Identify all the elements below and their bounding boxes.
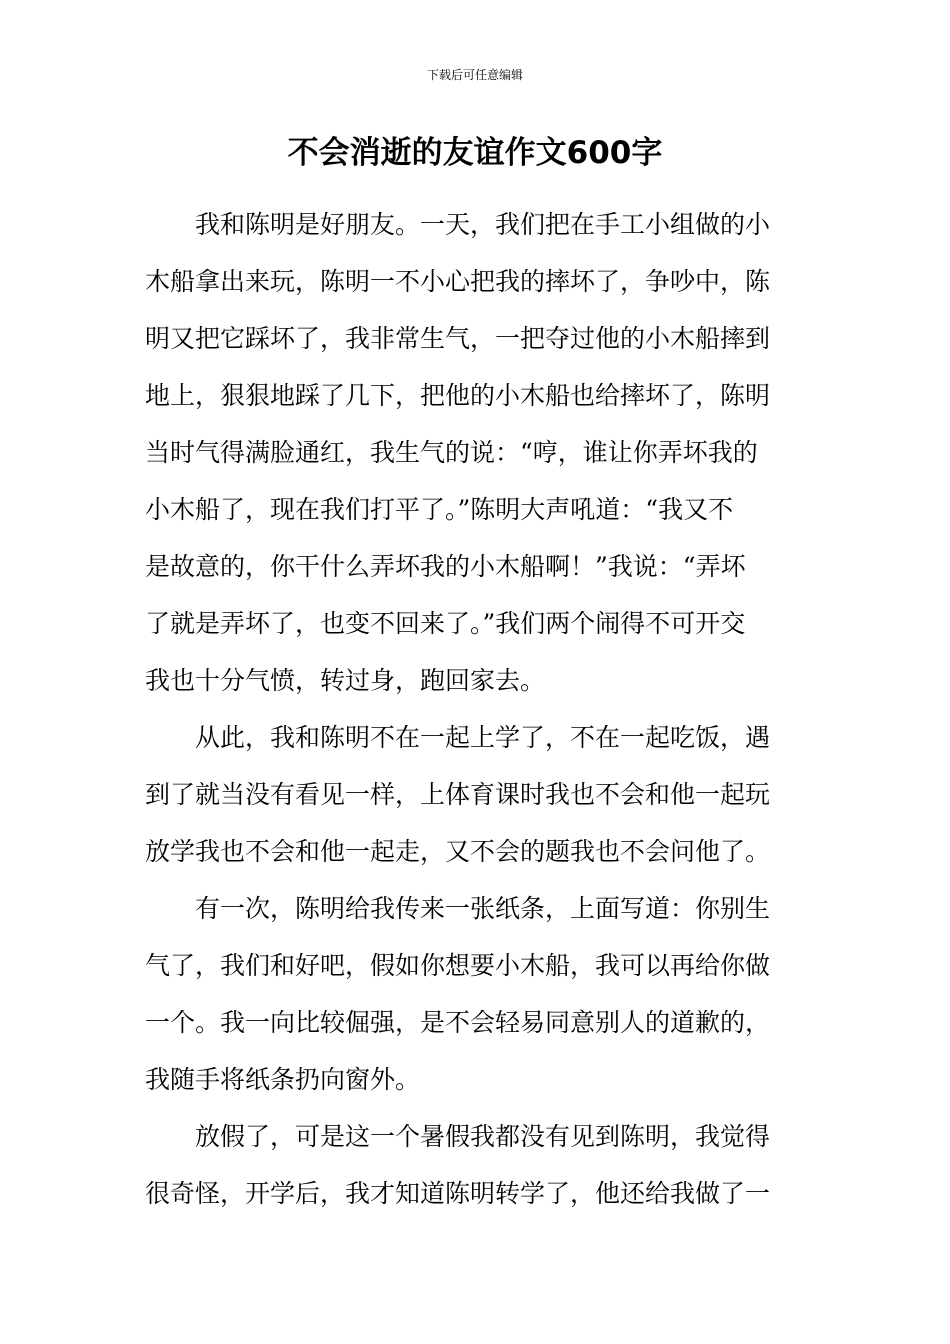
- text-line: 明又把它踩坏了，我非常生气，一把夺过他的小木船摔到: [145, 324, 771, 353]
- text-line: 地上，狠狠地踩了几下，把他的小木船也给摔坏了，陈明: [145, 381, 771, 410]
- paragraph-2: [145, 709, 807, 880]
- text-line: 很奇怪，开学后，我才知道陈明转学了，他还给我做了一: [145, 1179, 771, 1208]
- text-line: 我和陈明是好朋友。一天，我们把在手工小组做的小: [195, 210, 771, 239]
- text-line: 是故意的，你干什么弄坏我的小木船啊！”我说：“弄坏: [145, 552, 746, 581]
- text-line: 有一次，陈明给我传来一张纸条，上面写道：你别生: [195, 894, 771, 923]
- text-line: 我随手将纸条扔向窗外。: [145, 1065, 421, 1094]
- paragraph-1: [145, 196, 807, 709]
- text-line: 放学我也不会和他一起走，又不会的题我也不会问他了。: [145, 837, 771, 866]
- header-note: 下载后可任意编辑: [426, 68, 523, 82]
- text-line: 一个。我一向比较倔强，是不会轻易同意别人的道歉的，: [145, 1008, 771, 1037]
- text-line: 了就是弄坏了，也变不回来了。”我们两个闹得不可开交: [145, 609, 746, 638]
- text-line: 放假了，可是这一个暑假我都没有见到陈明，我觉得: [195, 1122, 771, 1151]
- text-line: 我也十分气愤，转过身，跑回家去。: [145, 666, 546, 695]
- text-line: 到了就当没有看见一样，上体育课时我也不会和他一起玩: [145, 780, 771, 809]
- text-line: 当时气得满脸通红，我生气的说：“哼，谁让你弄坏我的: [145, 438, 758, 467]
- text-line: 木船拿出来玩，陈明一不小心把我的摔坏了，争吵中，陈: [145, 267, 771, 296]
- text-line: 小木船了，现在我们打平了。”陈明大声吼道：“我又不: [145, 495, 734, 524]
- document-title: 不会消逝的友谊作文600字: [287, 135, 663, 171]
- paragraph-4: [145, 1108, 807, 1222]
- paragraph-3: [145, 880, 807, 1108]
- essay-body: [145, 196, 807, 1222]
- text-line: 从此，我和陈明不在一起上学了，不在一起吃饭，遇: [195, 723, 771, 752]
- text-line: 气了，我们和好吧，假如你想要小木船，我可以再给你做: [145, 951, 771, 980]
